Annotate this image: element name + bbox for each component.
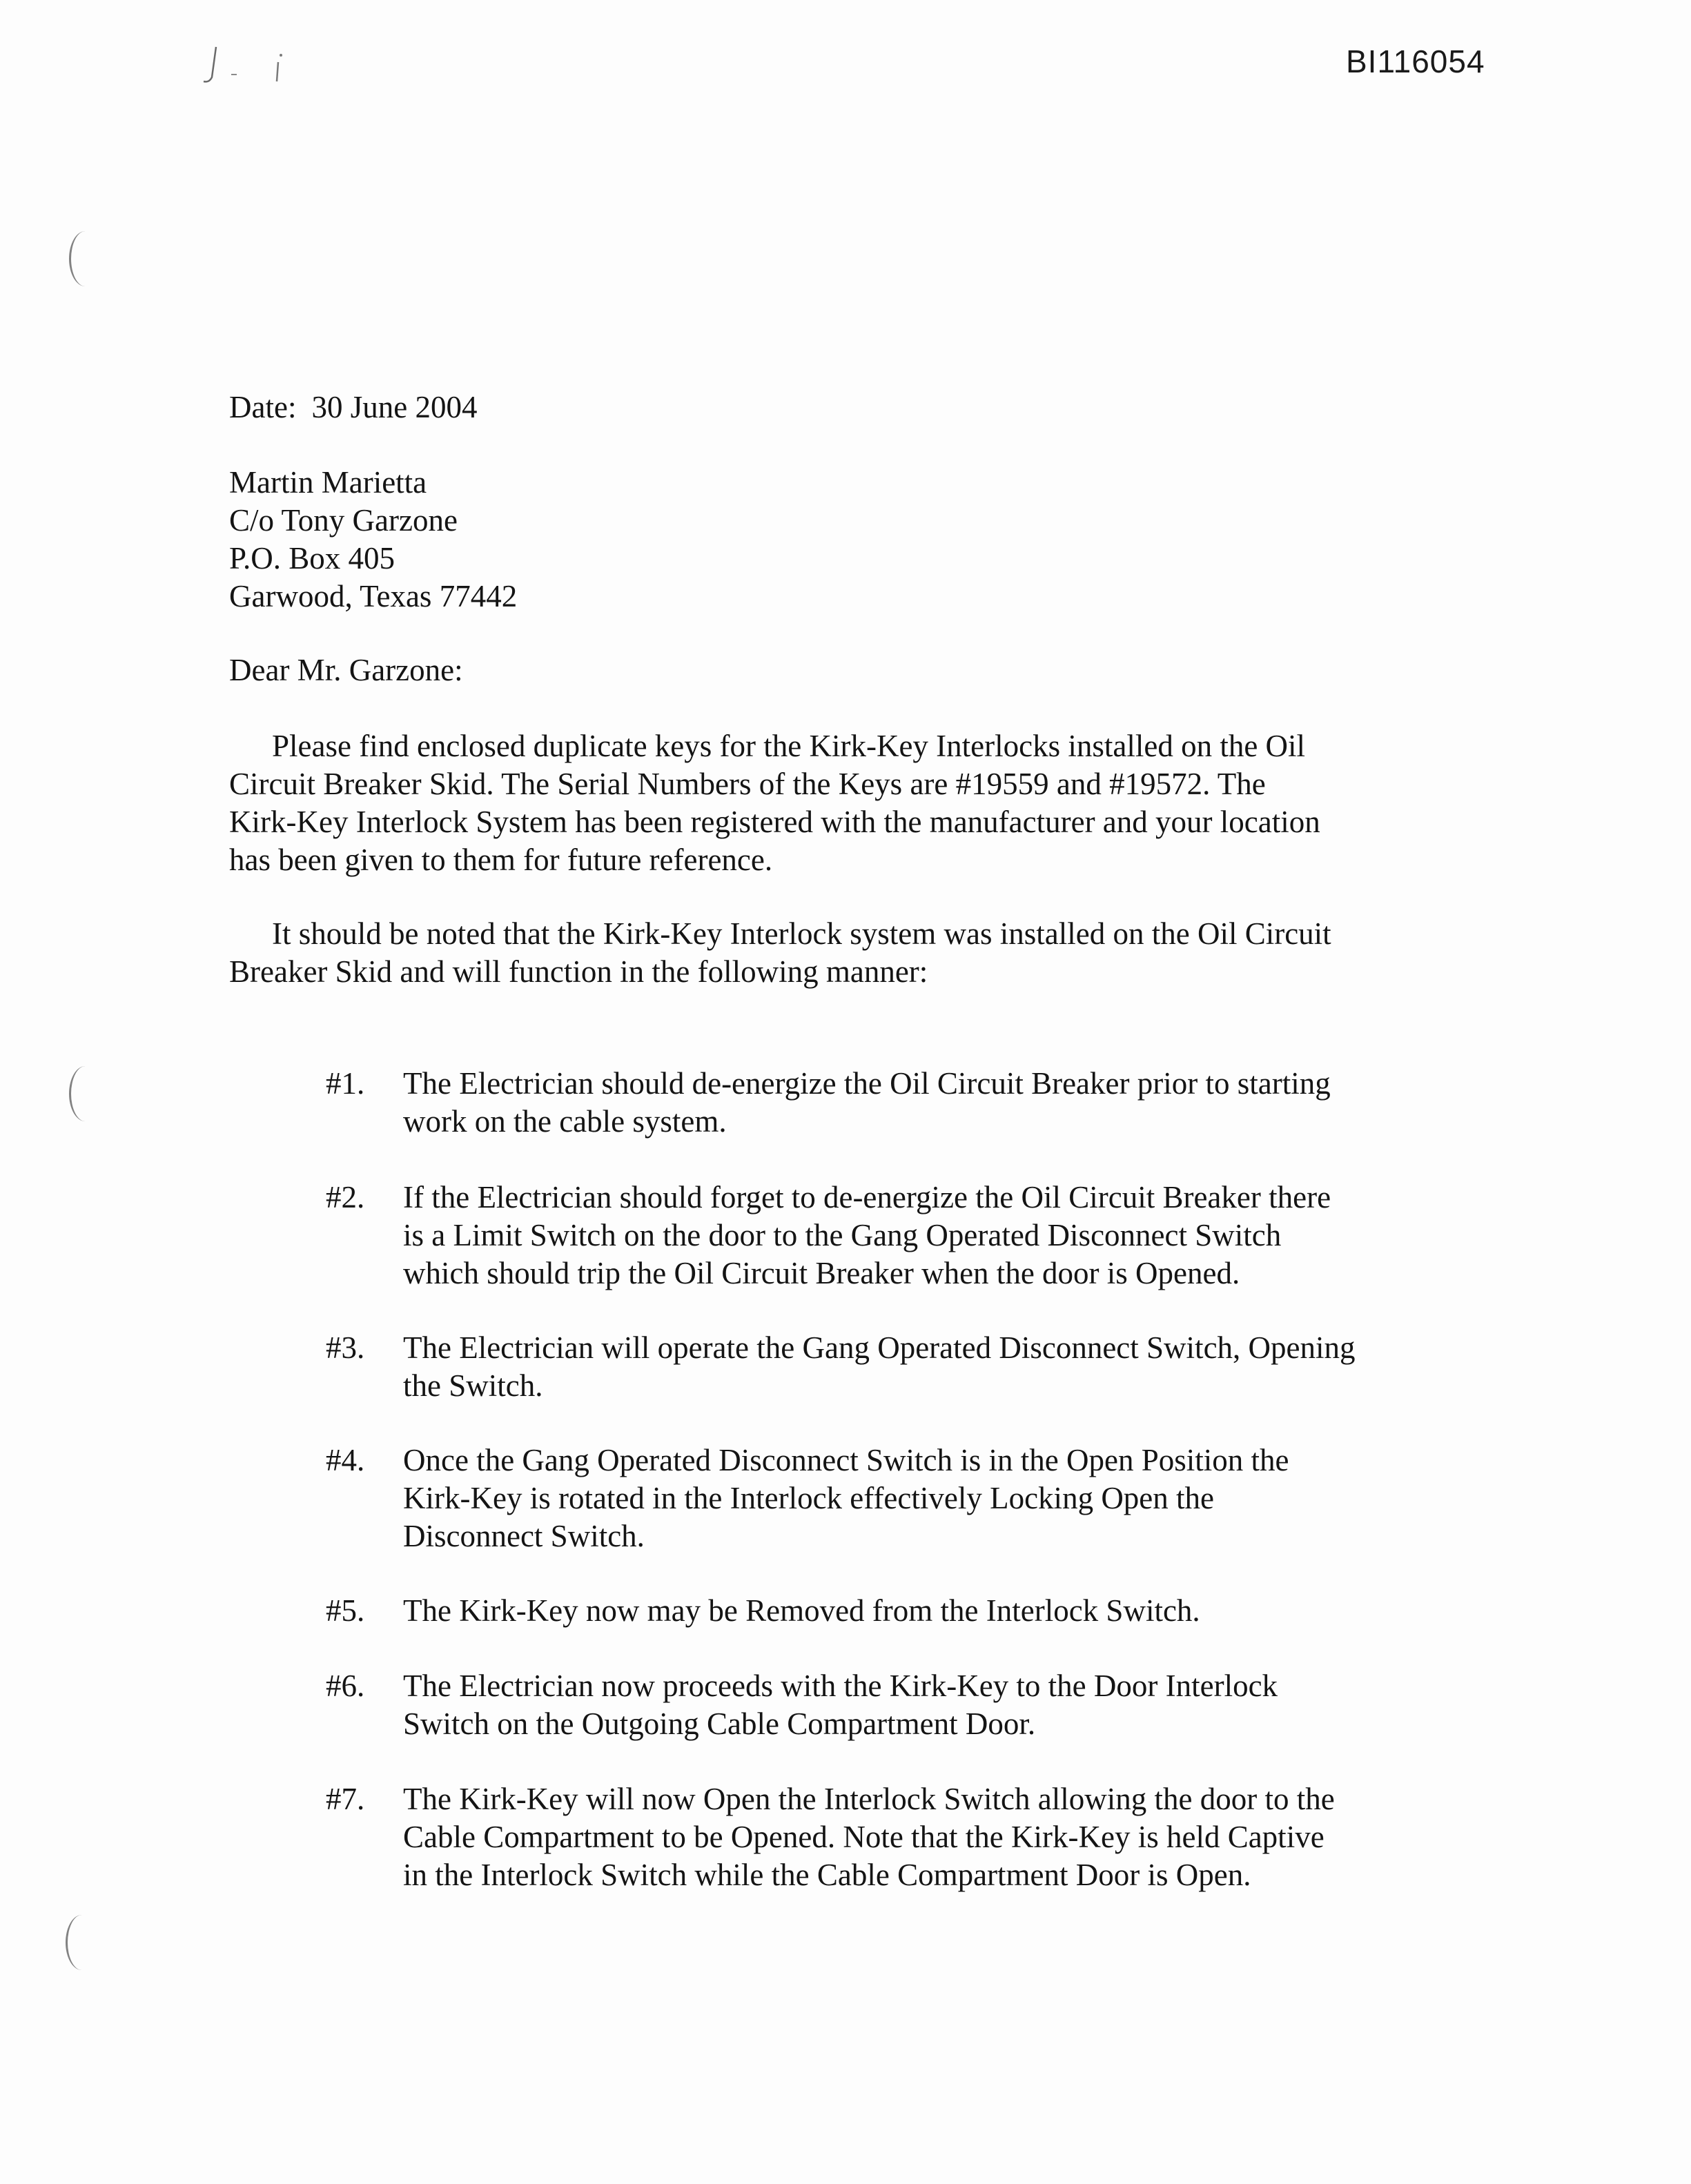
paragraph-line: Please find enclosed duplicate keys for the Kirk-Key Interlocks installed on the Oil [272, 729, 1306, 763]
step-text [403, 1329, 1425, 1405]
document-id: BI116054 [1346, 43, 1485, 79]
date-label: Date: [229, 390, 297, 424]
step-line: is a Limit Switch on the door to the Gang Operated Disconnect Switch [403, 1218, 1282, 1252]
step-number: #6. [326, 1669, 365, 1703]
step-line: work on the cable system. [403, 1104, 727, 1139]
step-line: Switch on the Outgoing Cable Compartment Door. [403, 1706, 1036, 1741]
handwritten-mark [197, 41, 307, 90]
paragraph-line: Circuit Breaker Skid. The Serial Numbers of the Keys are #19559 and #19572. The [229, 767, 1266, 801]
step-text [403, 1592, 1425, 1630]
body-paragraph-2 [229, 915, 1416, 991]
paragraph-line: Breaker Skid and will function in the following manner: [229, 954, 928, 989]
step-number: #1. [326, 1066, 365, 1101]
recipient-attention: C/o Tony Garzone [229, 503, 458, 538]
step-text [403, 1179, 1425, 1292]
recipient-address [229, 464, 517, 616]
step-line: The Electrician now proceeds with the Kirk-Key to the Door Interlock [403, 1669, 1278, 1703]
step-text [403, 1065, 1425, 1141]
letter-date [229, 388, 477, 426]
step-text [403, 1667, 1425, 1743]
recipient-po-box: P.O. Box 405 [229, 541, 395, 575]
step-number: #3. [326, 1330, 365, 1365]
body-paragraph-1 [229, 727, 1416, 879]
step-line: The Electrician should de-energize the Oil Circuit Breaker prior to starting [403, 1066, 1331, 1101]
date-value: 30 June 2004 [311, 390, 478, 424]
punch-hole-mark [69, 1066, 101, 1121]
step-line: If the Electrician should forget to de-energize the Oil Circuit Breaker there [403, 1180, 1331, 1214]
step-line: The Kirk-Key will now Open the Interlock Switch allowing the door to the [403, 1782, 1335, 1816]
punch-hole-mark [66, 1915, 98, 1970]
paragraph-line: has been given to them for future reference. [229, 843, 773, 877]
step-number: #2. [326, 1180, 365, 1214]
step-line: Once the Gang Operated Disconnect Switch is in the Open Position the [403, 1443, 1289, 1477]
paragraph-line: It should be noted that the Kirk-Key Interlock system was installed on the Oil Circuit [272, 916, 1331, 951]
step-line: The Kirk-Key now may be Removed from the Interlock Switch. [403, 1593, 1200, 1628]
step-text [403, 1442, 1425, 1555]
step-line: Disconnect Switch. [403, 1519, 645, 1553]
step-line: Cable Compartment to be Opened. Note that the Kirk-Key is held Captive [403, 1820, 1325, 1854]
step-line: in the Interlock Switch while the Cable Compartment Door is Open. [403, 1858, 1251, 1892]
step-number: #5. [326, 1593, 365, 1628]
step-number: #7. [326, 1782, 365, 1816]
recipient-company: Martin Marietta [229, 465, 427, 500]
step-text [403, 1780, 1425, 1894]
step-line: Kirk-Key is rotated in the Interlock effectively Locking Open the [403, 1481, 1215, 1515]
salutation: Dear Mr. Garzone: [229, 653, 463, 687]
step-line: which should trip the Oil Circuit Breaker when the door is Opened. [403, 1256, 1240, 1290]
paragraph-line: Kirk-Key Interlock System has been registered with the manufacturer and your location [229, 805, 1320, 839]
step-line: The Electrician will operate the Gang Operated Disconnect Switch, Opening [403, 1330, 1356, 1365]
step-number: #4. [326, 1443, 365, 1477]
recipient-city-state-zip: Garwood, Texas 77442 [229, 579, 518, 613]
step-line: the Switch. [403, 1368, 543, 1403]
punch-hole-mark [69, 231, 101, 286]
